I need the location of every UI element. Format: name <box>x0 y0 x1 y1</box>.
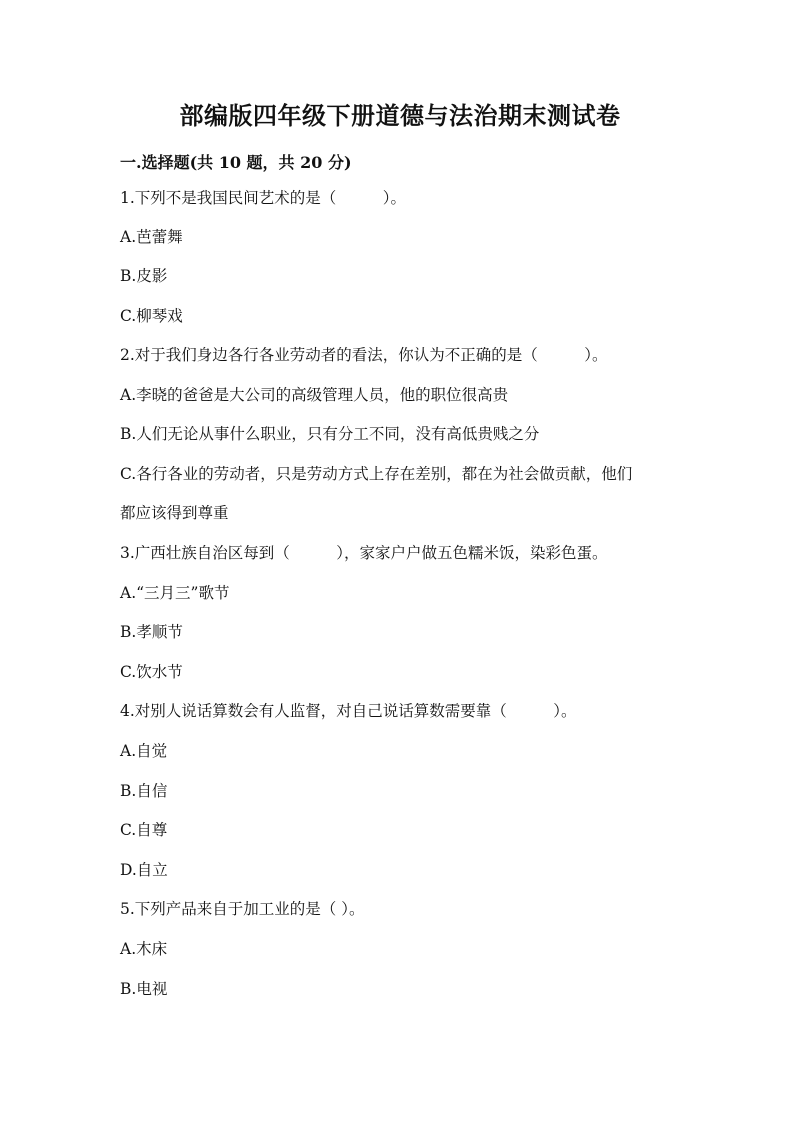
page-title: 部编版四年级下册道德与法治期末测试卷 <box>179 101 621 130</box>
question-3-option-c: C.饮水节 <box>120 663 183 681</box>
question-4-stem: 4.对别人说话算数会有人监督，对自己说话算数需要靠（ ）。 <box>120 702 577 720</box>
question-5-option-b: B.电视 <box>120 980 168 998</box>
question-3-stem: 3.广西壮族自治区每到（ ），家家户户做五色糯米饭，染彩色蛋。 <box>120 544 608 562</box>
question-2-option-a: A.李晓的爸爸是大公司的高级管理人员，他的职位很高贵 <box>120 386 509 404</box>
question-2-stem: 2.对于我们身边各行各业劳动者的看法，你认为不正确的是（ ）。 <box>120 346 608 364</box>
section-heading: 一.选择题(共 10 题，共 20 分) <box>120 153 352 172</box>
question-2-option-b: B.人们无论从事什么职业，只有分工不同，没有高低贵贱之分 <box>120 425 540 443</box>
question-3-option-b: B.孝顺节 <box>120 623 183 641</box>
question-2-option-c: C.各行各业的劳动者，只是劳动方式上存在差别，都在为社会做贡献，他们 <box>120 465 633 483</box>
question-1-option-b: B.皮影 <box>120 267 168 285</box>
question-4-option-b: B.自信 <box>120 782 168 800</box>
question-3-option-a: A.“三月三”歌节 <box>120 584 230 602</box>
question-5-option-a: A.木床 <box>120 940 168 958</box>
question-2-option-c-continued: 都应该得到尊重 <box>120 504 229 522</box>
question-5-stem: 5.下列产品来自于加工业的是（ ）。 <box>120 900 365 918</box>
question-4-option-a: A.自觉 <box>120 742 168 760</box>
question-1-option-c: C.柳琴戏 <box>120 307 183 325</box>
question-4-option-c: C.自尊 <box>120 821 168 839</box>
question-1-option-a: A.芭蕾舞 <box>120 228 183 246</box>
question-4-option-d: D.自立 <box>120 861 168 879</box>
question-1-stem: 1.下列不是我国民间艺术的是（ ）。 <box>120 189 407 207</box>
